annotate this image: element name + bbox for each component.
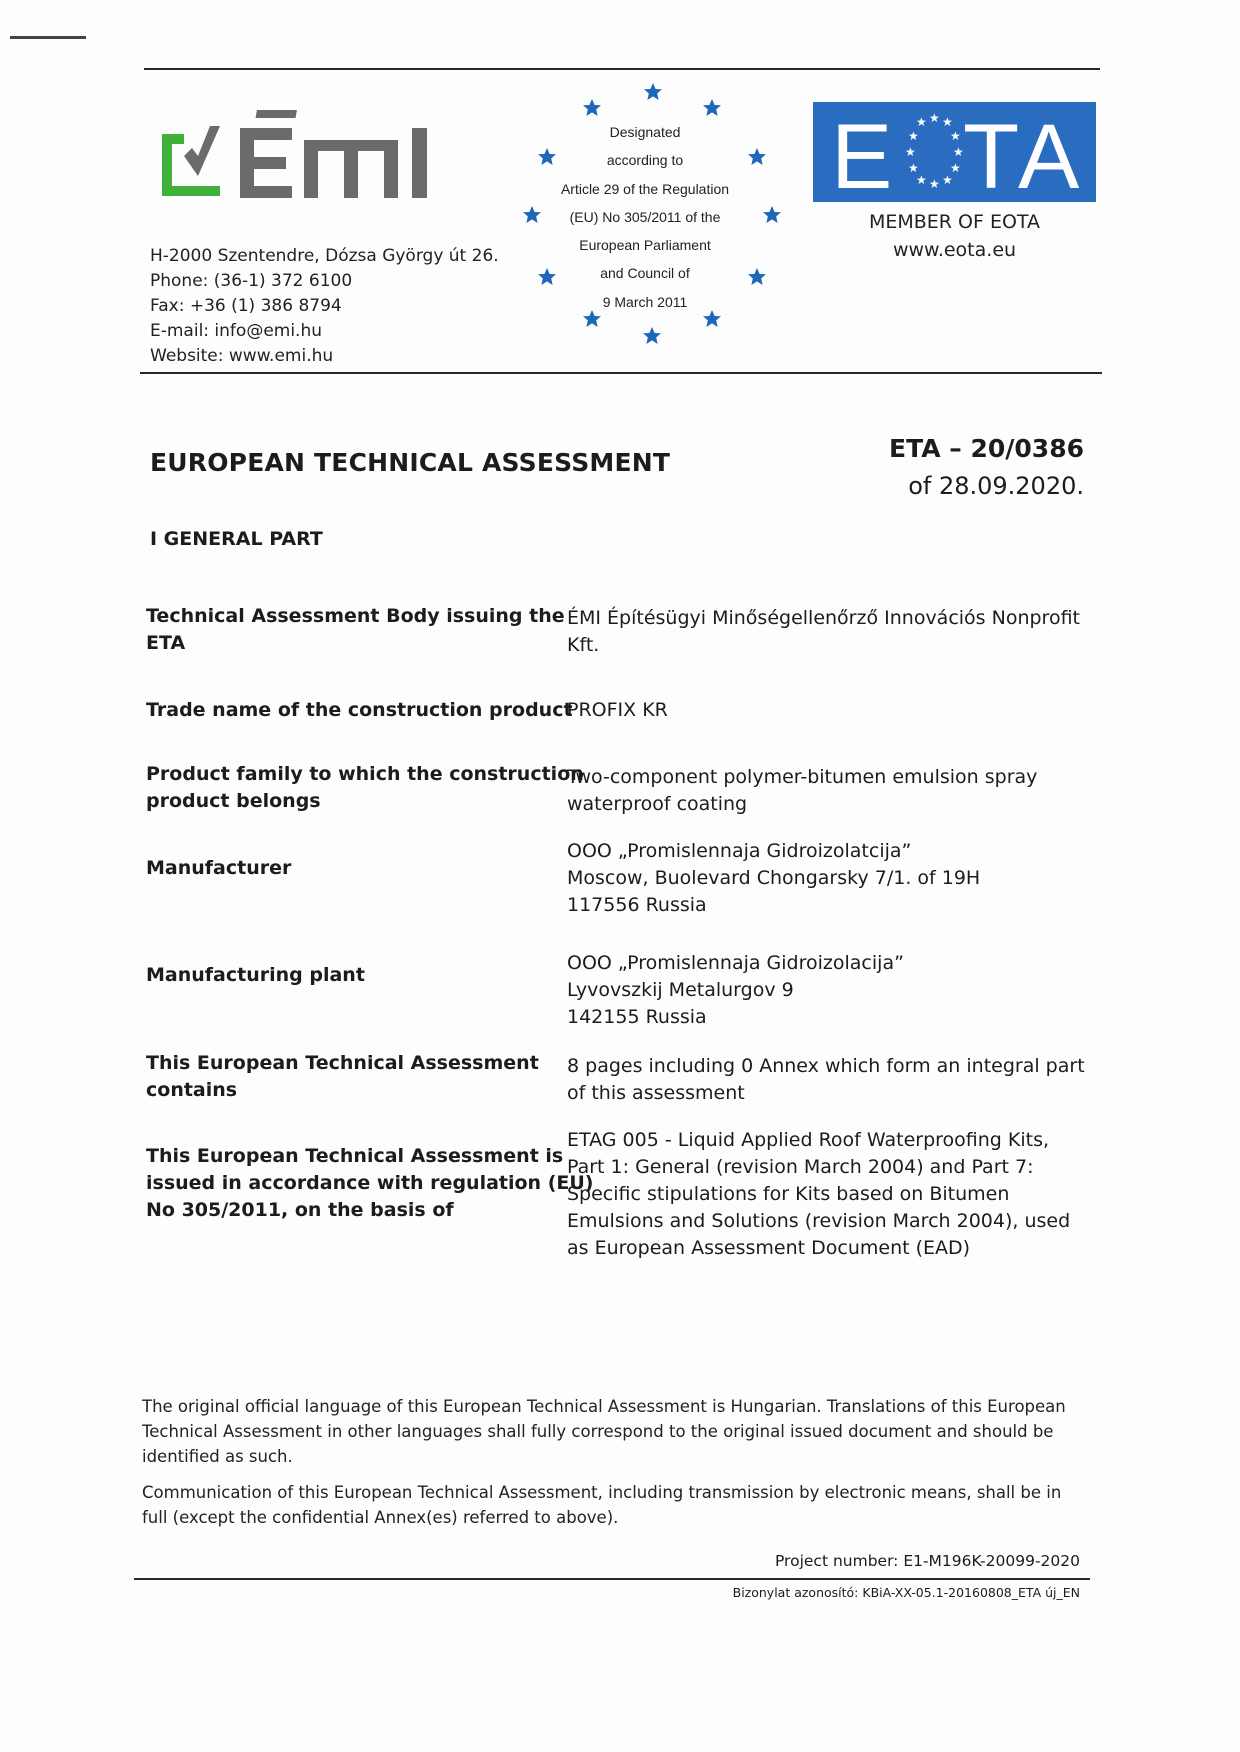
label-manufacturing-plant: Manufacturing plant [146, 964, 365, 986]
svg-text:★: ★ [916, 173, 927, 187]
svg-text:★: ★ [916, 115, 927, 129]
communication-note: Communication of this European Technical Assessment, including transmission by electronic means, shall be in full (except the confidential Annex(es) referred to above). [142, 1483, 1062, 1527]
eota-url[interactable]: www.eota.eu [892, 239, 1017, 261]
email-line: E-mail: info@emi.hu [150, 321, 323, 341]
top-rule [144, 68, 1100, 70]
svg-text:★: ★ [950, 161, 961, 175]
svg-text:E: E [831, 106, 893, 202]
designation-text: Designated according to Article 29 of the Regulation (EU) No 305/2011 of the European Parliament and Council of 9 March 2011 [560, 124, 730, 310]
svg-text:★: ★ [929, 177, 940, 191]
label-assessment-body: Technical Assessment Body issuing the ETA [146, 605, 565, 654]
svg-text:★: ★ [953, 145, 964, 159]
star-icon [643, 327, 661, 344]
eota-member-label: MEMBER OF EOTA [868, 211, 1041, 233]
svg-text:★: ★ [942, 115, 953, 129]
document-id: Bizonylat azonosító: KBiA-XX-05.1-20160808_ETA új_EN [732, 1585, 1080, 1600]
svg-text:★: ★ [942, 173, 953, 187]
value-basis: ETAG 005 - Liquid Applied Roof Waterproofing Kits, Part 1: General (revision March 2004) and Part 7: Specific stipulations for Kits based on Bitumen Emulsions and Solutions (revision March 2004), used as European Assessment Document (EAD) [567, 1129, 1071, 1259]
scan-mark [10, 36, 86, 39]
svg-text:★: ★ [905, 145, 916, 159]
footer-rule [134, 1578, 1090, 1580]
project-number: Project number: E1-M196K-20099-2020 [774, 1552, 1080, 1570]
value-contents: 8 pages including 0 Annex which form an integral part of this assessment [567, 1055, 1085, 1104]
language-note: The original official language of this European Technical Assessment is Hungarian. Translations of this European Technical Assessment in other languages shall fully correspond to the original issued document and should be identified as such. [142, 1397, 1066, 1466]
value-manufacturer: OOO „Promislennaja Gidroizolatcija” Moscow, Buolevard Chongarsky 7/1. of 19H 117556 Russia [567, 840, 981, 916]
value-product-family: Two-component polymer-bitumen emulsion spray waterproof coating [567, 766, 1038, 815]
eta-date: of 28.09.2020. [908, 472, 1084, 500]
section-heading: I GENERAL PART [150, 528, 323, 550]
value-manufacturing-plant: OOO „Promislennaja Gidroizolacija” Lyvovszkij Metalurgov 9 142155 Russia [567, 952, 904, 1028]
eta-number: ETA – 20/0386 [889, 434, 1084, 463]
fax-line: Fax: +36 (1) 386 8794 [150, 296, 342, 316]
star-icon [644, 83, 662, 100]
header-rule [140, 372, 1102, 374]
svg-text:★: ★ [950, 129, 961, 143]
svg-text:★: ★ [908, 129, 919, 143]
svg-text:T: T [963, 106, 1020, 202]
eota-member-block [813, 208, 1096, 264]
svg-text:A: A [1018, 106, 1080, 202]
emi-address [150, 244, 499, 369]
label-manufacturer: Manufacturer [146, 857, 292, 879]
label-product-family: Product family to which the construction product belongs [146, 763, 584, 812]
value-trade-name: PROFIX KR [567, 699, 668, 721]
label-contents: This European Technical Assessment contains [146, 1052, 539, 1101]
svg-text:★: ★ [908, 161, 919, 175]
star-icon [583, 99, 601, 116]
label-basis: This European Technical Assessment is issued in accordance with regulation (EU) No 305/2011, on the basis of [146, 1145, 594, 1221]
label-trade-name: Trade name of the construction product [146, 699, 573, 721]
phone-line: Phone: (36-1) 372 6100 [150, 271, 353, 291]
website-line: Website: www.emi.hu [150, 346, 334, 366]
eota-logo [813, 102, 1096, 202]
svg-text:★: ★ [929, 111, 940, 125]
document-title: EUROPEAN TECHNICAL ASSESSMENT [150, 448, 671, 477]
star-icon [703, 99, 721, 116]
value-assessment-body: ÉMI Építésügyi Minőségellenőrző Innovációs Nonprofit Kft. [567, 607, 1080, 656]
emi-logo [158, 104, 478, 204]
address-line: H-2000 Szentendre, Dózsa György út 26. [150, 246, 499, 266]
